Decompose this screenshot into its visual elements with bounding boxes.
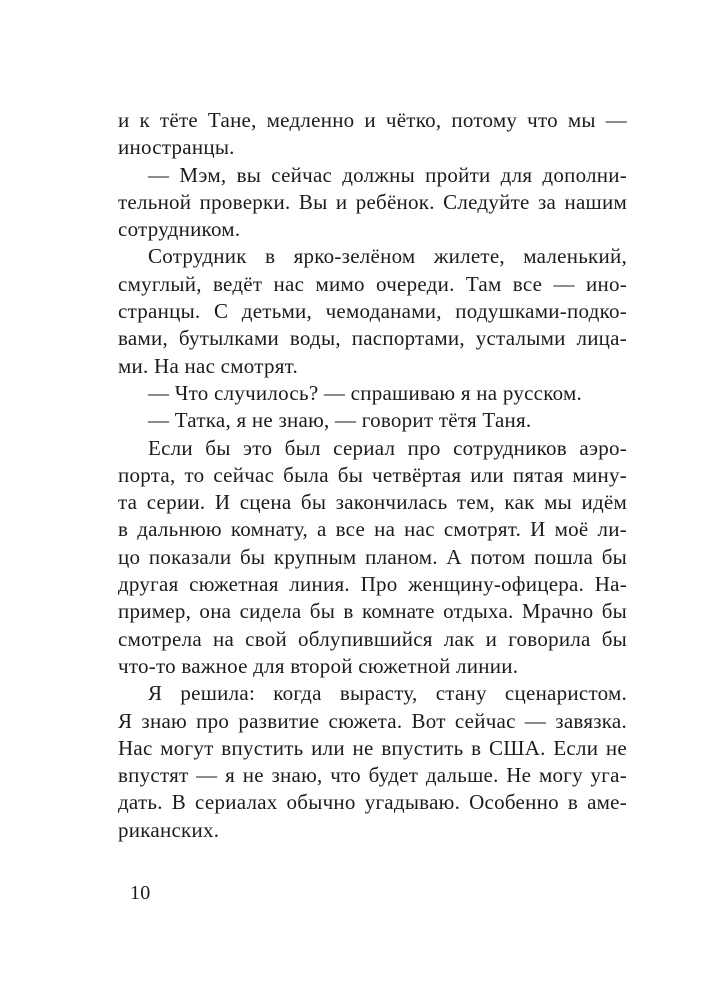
- text-line: ми. На нас смотрят.: [118, 353, 298, 378]
- text-line: впустят — я не знаю, что будет дальше. Не могу уга-: [118, 763, 627, 788]
- text-line: — Мэм, вы сейчас должны пройти для дополни-: [148, 162, 627, 187]
- text-line: та серии. И сцена бы закончилась тем, как мы идём: [118, 490, 627, 515]
- text-line: странцы. С детьми, чемоданами, подушками-подко-: [118, 299, 627, 324]
- text-line: Если бы это был сериал про сотрудников аэро-: [148, 435, 627, 460]
- text-line: риканских.: [118, 817, 220, 842]
- text-line: вами, бутылками воды, паспортами, усталыми лица-: [118, 326, 627, 351]
- text-line: и к тёте Тане, медленно и чётко, потому что мы —: [118, 108, 627, 132]
- text-line: цо показали бы крупным планом. А потом пошла бы: [118, 544, 627, 569]
- text-line: смотрела на свой облупившийся лак и говорила бы: [118, 626, 627, 651]
- text-line: что-то важное для второй сюжетной линии.: [118, 653, 519, 678]
- text-line: — Татка, я не знаю, — говорит тётя Таня.: [148, 408, 532, 433]
- text-line: тельной проверки. Вы и ребёнок. Следуйте за нашим: [118, 189, 627, 214]
- text-line: порта, то сейчас была бы четвёртая или пятая мину-: [118, 462, 627, 487]
- text-line: Я знаю про развитие сюжета. Вот сейчас — завязка.: [118, 708, 627, 733]
- page-number: 10: [130, 882, 151, 904]
- text-line: иностранцы.: [118, 135, 235, 160]
- text-line: Нас могут впустить или не впустить в США. Если не: [118, 735, 627, 760]
- text-line: пример, она сидела бы в комнате отдыха. Мрачно бы: [118, 599, 627, 624]
- text-line: дать. В сериалах обычно угадываю. Особенно в аме-: [118, 790, 627, 815]
- text-line: другая сюжетная линия. Про женщину-офицера. На-: [118, 572, 627, 597]
- text-line: в дальнюю комнату, а все на нас смотрят. И моё ли-: [118, 517, 627, 542]
- text-line: сотрудником.: [118, 217, 241, 242]
- text-line: Я решила: когда вырасту, стану сценаристом.: [148, 681, 627, 706]
- text-line: — Что случилось? — спрашиваю я на русском.: [148, 380, 582, 405]
- text-line: Сотрудник в ярко-зелёном жилете, маленький,: [148, 244, 627, 269]
- text-block: [118, 107, 627, 844]
- text-line: смуглый, ведёт нас мимо очереди. Там все — ино-: [118, 271, 627, 296]
